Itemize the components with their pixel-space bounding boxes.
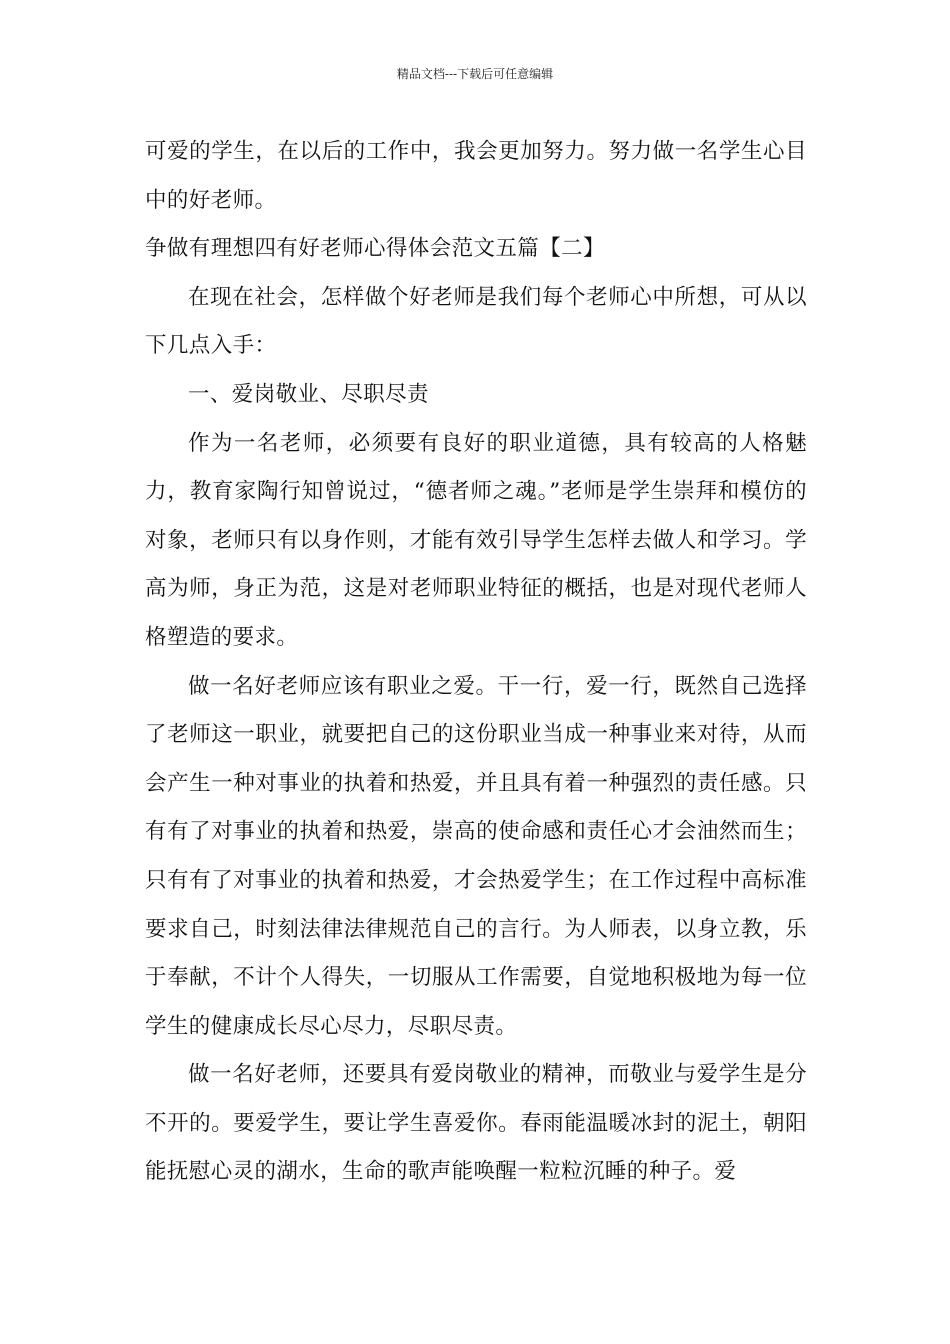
- paragraph-professional-ethics: 作为一名老师，必须要有良好的职业道德，具有较高的人格魅力，教育家陶行知曾说过，“德者师之魂。”老师是学生崇拜和模仿的对象，老师只有以身作则，才能有效引导学生怎样去做人和学习。学高为师，身正为范，这是对老师职业特征的概括，也是对现代老师人格塑造的要求。: [145, 430, 807, 650]
- continuation-paragraph: 可爱的学生，在以后的工作中，我会更加努力。努力做一名学生心目中的好老师。: [145, 139, 807, 213]
- subheading-point-one: 一、爱岗敬业、尽职尽责: [188, 381, 429, 407]
- paragraph-dedication: 做一名好老师，还要具有爱岗敬业的精神，而敬业与爱学生是分不开的。要爱学生，要让学生喜爱你。春雨能温暖冰封的泥土，朝阳能抚慰心灵的湖水，生命的歌声能唤醒一粒粒沉睡的种子。爱: [145, 1062, 807, 1185]
- document-body: [145, 128, 807, 1197]
- page-header: 精品文档---下载后可任意编辑: [396, 67, 554, 81]
- section-title: 争做有理想四有好老师心得体会范文五篇【二】: [145, 236, 605, 262]
- intro-paragraph: 在现在社会，怎样做个好老师是我们每个老师心中所想，可从以下几点入手：: [145, 284, 807, 359]
- paragraph-love-of-profession: 做一名好老师应该有职业之爱。干一行，爱一行，既然自己选择了老师这一职业，就要把自己的这份职业当成一种事业来对待，从而会产生一种对事业的执着和热爱，并且具有着一种强烈的责任感。只有有了对事业的执着和热爱，崇高的使命感和责任心才会油然而生；只有有了对事业的执着和热爱，才会热爱学生；在工作过程中高标准要求自己，时刻法律法律规范自己的言行。为人师表，以身立教，乐于奉献，不计个人得失，一切服从工作需要，自觉地积极地为每一位学生的健康成长尽心尽力，尽职尽责。: [145, 673, 807, 1039]
